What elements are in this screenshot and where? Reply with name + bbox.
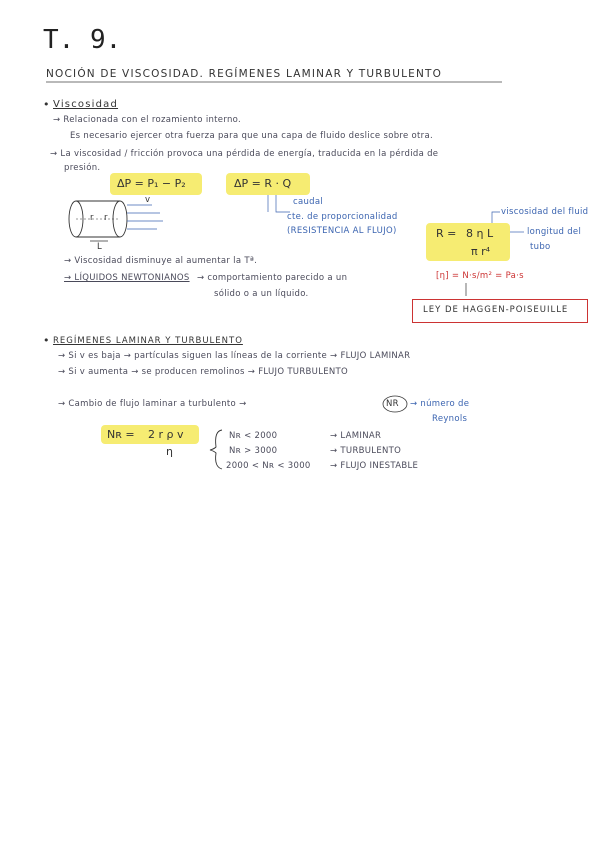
s1-line3: → La viscosidad / fricción provoca una pérdida de energía, traducida en la pérdida de (50, 149, 439, 159)
caudal-label: caudal (293, 197, 324, 207)
units-label: [η] = N·s/m² = Pa·s (436, 271, 524, 281)
s1-bullet2-text2: sólido o a un líquido. (214, 289, 309, 299)
ley-label: LEY DE HAGGEN-POISEUILLE (423, 305, 569, 315)
case2-result: → TURBULENTO (330, 446, 402, 456)
longitud-label: longitud del (527, 227, 582, 237)
arrow-caudal (276, 194, 290, 212)
brace (210, 430, 222, 469)
pipe-l-label: L (97, 242, 103, 252)
equation-dp: ΔP = P₁ − P₂ (117, 177, 186, 190)
s1-line1: → Relacionada con el rozamiento interno. (53, 115, 242, 125)
r-eq-den: π r⁴ (471, 245, 491, 258)
s1-line2: Es necesario ejercer otra fuerza para que una capa de fluido deslice sobre otra. (70, 131, 433, 141)
equation-rq: ΔP = R · Q (234, 177, 292, 190)
bullet-dot: • (43, 98, 50, 111)
s1-bullet2-label: → LÍQUIDOS NEWTONIANOS (64, 273, 190, 283)
reynolds-label: Reynols (432, 414, 468, 424)
pipe-r-label: r (90, 213, 94, 223)
main-heading: NOCIÓN DE VISCOSIDAD. REGÍMENES LAMINAR Y TURBULENTO (46, 68, 443, 80)
s1-bullet2-text: → comportamiento parecido a un (197, 273, 348, 283)
numero-label: → número de (410, 399, 470, 409)
section1-title: Viscosidad (53, 99, 119, 110)
nr-label: NR (386, 399, 399, 409)
s1-line4: presión. (64, 163, 101, 173)
tubo-label: tubo (530, 242, 551, 252)
pipe-r-label-2: r (104, 213, 108, 223)
nr-eq-lhs: Nʀ = (107, 428, 135, 441)
case1-result: → LAMINAR (330, 431, 382, 441)
section2-title: REGÍMENES LAMINAR Y TURBULENTO (53, 336, 243, 346)
resistencia-label: (RESISTENCIA AL FLUJO) (287, 226, 397, 236)
r-eq-lhs: R = (436, 227, 457, 240)
case3-result: → FLUJO INESTABLE (330, 461, 419, 471)
s2-line1: → Si v es baja → partículas siguen las líneas de la corriente → FLUJO LAMINAR (58, 351, 411, 361)
pipe-diagram (69, 201, 163, 241)
s1-bullet1: → Viscosidad disminuye al aumentar la Tª. (64, 256, 258, 266)
s2-line3: → Cambio de flujo laminar a turbulento → (58, 399, 247, 409)
bullet-dot-2: • (43, 334, 50, 347)
cte-label: cte. de proporcionalidad (287, 212, 398, 222)
nr-eq-den: η (166, 445, 173, 458)
case3-cond: 2000 < Nʀ < 3000 (226, 461, 311, 471)
pipe-v-label: v (145, 195, 151, 205)
s2-line2: → Si v aumenta → se producen remolinos → FLUJO TURBULENTO (58, 367, 349, 377)
case2-cond: Nʀ > 3000 (229, 446, 278, 456)
nr-eq-num: 2 r ρ v (148, 428, 184, 441)
r-eq-num: 8 η L (466, 227, 494, 240)
case1-cond: Nʀ < 2000 (229, 431, 278, 441)
page-title: T. 9. (43, 25, 122, 55)
visc-fluid-label: viscosidad del fluid (501, 207, 589, 217)
